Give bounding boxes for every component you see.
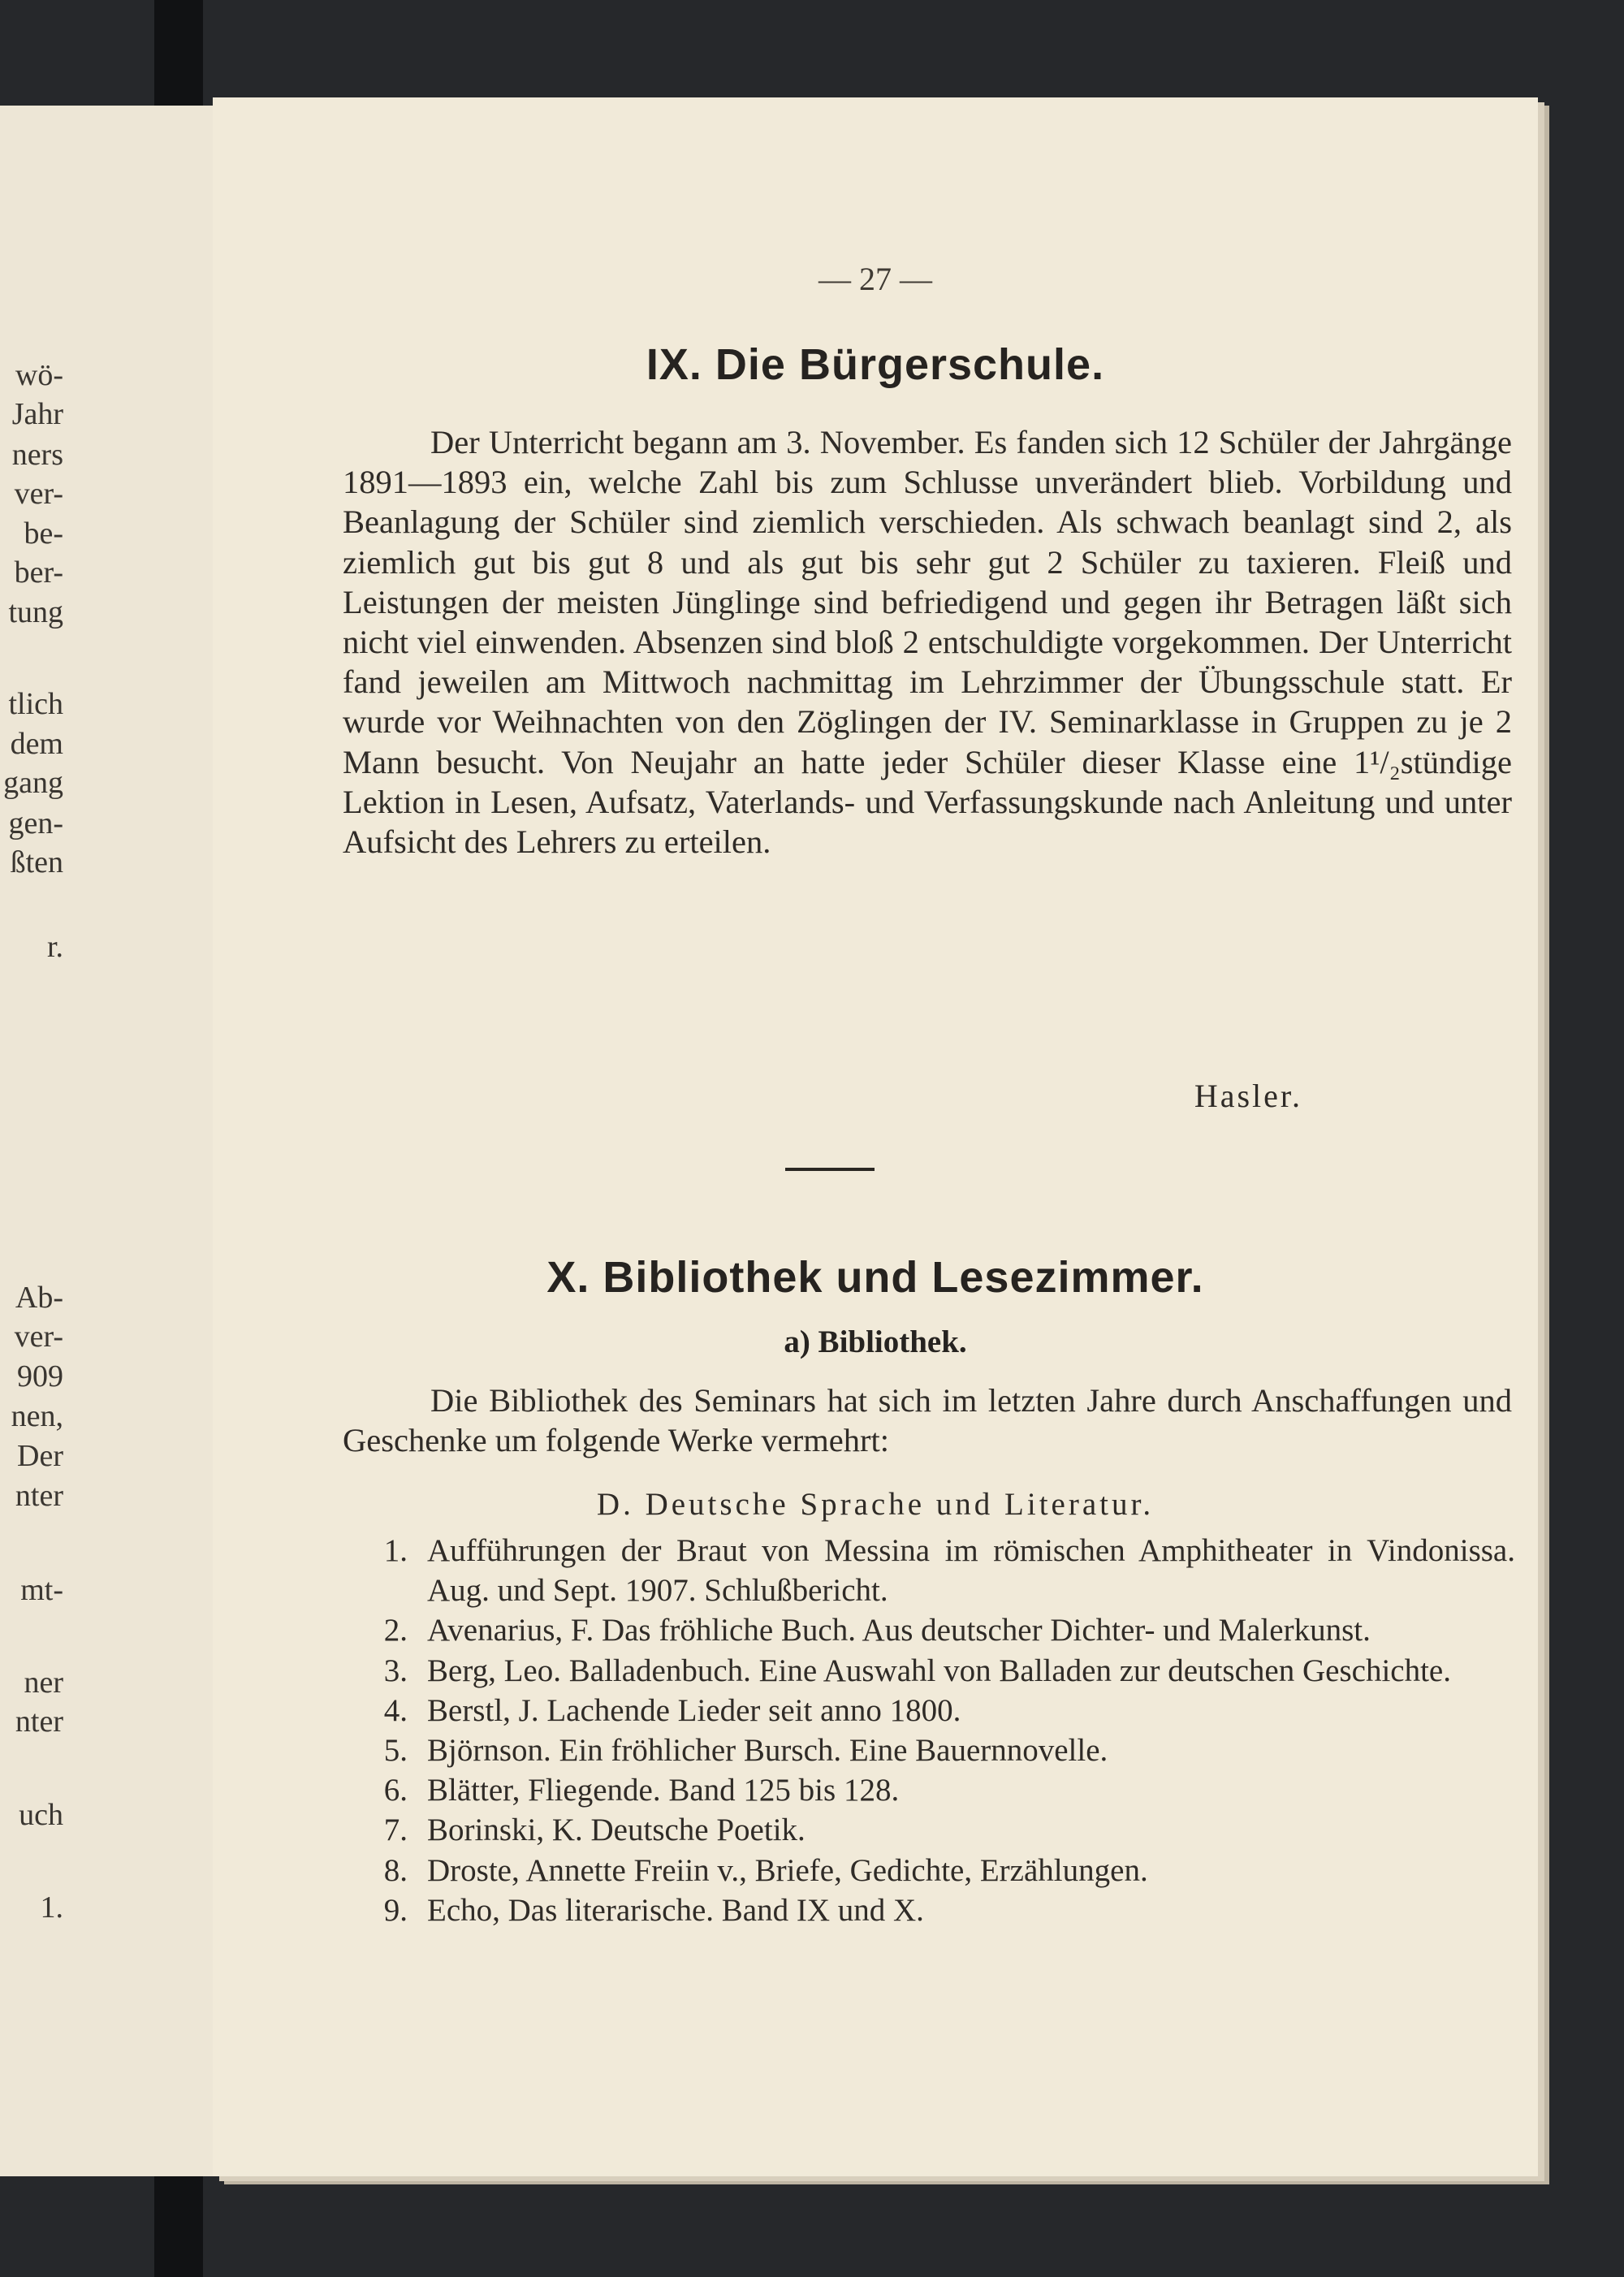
left-fragment: dem <box>10 727 63 761</box>
left-fragment: 1. <box>40 1890 63 1925</box>
book-list <box>359 1531 1544 1930</box>
left-fragment: nter <box>15 1479 63 1513</box>
left-fragment: ßten <box>10 845 63 879</box>
left-fragment: 909 <box>17 1359 63 1393</box>
list-item: 5. Björnson. Ein fröhlicher Bursch. Eine Bauernnovelle. <box>383 1733 1108 1769</box>
section-divider <box>785 1168 875 1171</box>
list-item: 3. Berg, Leo. Balladenbuch. Eine Auswahl von Balladen zur deutschen Geschichte. <box>383 1653 1451 1688</box>
left-fragment: ver- <box>14 477 63 511</box>
left-fragment: ver- <box>14 1320 63 1354</box>
left-fragment: ners <box>11 438 63 472</box>
left-fragment: tlich <box>8 687 63 721</box>
left-fragment: ber- <box>14 555 63 590</box>
left-fragment: nter <box>15 1705 63 1739</box>
list-item: 6. Blätter, Fliegende. Band 125 bis 128. <box>383 1773 900 1808</box>
list-item: 2. Avenarius, F. Das fröhliche Buch. Aus deutscher Dichter- und Malerkunst. <box>383 1613 1371 1648</box>
section-ix-heading: IX. Die Bürgerschule. <box>646 340 1105 389</box>
list-item: 9. Echo, Das literarische. Band IX und X. <box>383 1892 924 1928</box>
right-page <box>213 97 1538 2176</box>
category-heading: D. Deutsche Sprache und Literatur. <box>596 1487 1155 1522</box>
list-item: 8. Droste, Annette Freiin v., Briefe, Gedichte, Erzählungen. <box>383 1852 1148 1888</box>
left-fragment: wö- <box>15 358 63 392</box>
signature: Hasler. <box>1194 1078 1302 1114</box>
section-ix-paragraph: Der Unterricht begann am 3. November. Es fanden sich 12 Schüler der Jahrgänge 1891—1893 ein, welche Zahl bis zum Schlusse unverändert blieb. Vorbildung und Beanlagung der Schüler sind ziemlich verschieden. Als schwach beanlagt sind 2, als ziemlich gut bis gut 8 und als gut bis sehr gut 2 Schüler zu taxieren. Fleiß und Leistungen der meisten Jünglinge sind befriedigend und gegen ihr Betragen läßt sich nicht viel einwenden. Absenzen sind bloß 2 entschuldigte vorgekommen. Der Unterricht fand jeweilen am Mittwoch nachmittag im Lehrzimmer der Übungsschule statt. Er wurde vor Weihnachten von den Zöglingen der IV. Seminarklasse in Gruppen zu je 2 Mann besucht. Von Neujahr an hatte jeder Schüler dieser Klasse eine 1¹/₂stündige Lektion in Lesen, Aufsatz, Vaterlands- und Verfassungskunde nach Anleitung und unter Aufsicht des Lehrers zu erteilen. <box>343 424 1512 861</box>
left-fragment: mt- <box>20 1573 63 1607</box>
left-fragment: gang <box>3 766 63 800</box>
section-x-subheading: a) Bibliothek. <box>784 1324 967 1359</box>
left-page-edge <box>0 106 214 2176</box>
list-item: 4. Berstl, J. Lachende Lieder seit anno 1800. <box>383 1692 961 1728</box>
section-x-heading: X. Bibliothek und Lesezimmer. <box>546 1253 1204 1302</box>
left-fragment: nen, <box>11 1399 63 1433</box>
left-fragment: r. <box>46 930 63 964</box>
list-item: 1. Aufführungen der Braut von Messina im römischen Amphitheater in Vindonissa. Aug. und Sept. 1907. Schlußbericht. <box>383 1533 1515 1609</box>
left-fragment: be- <box>24 516 63 551</box>
left-fragment: tung <box>8 595 63 629</box>
left-fragment: ner <box>24 1666 63 1700</box>
left-fragment: Ab- <box>15 1281 63 1315</box>
left-fragment: Der <box>17 1439 63 1473</box>
list-item: 7. Borinski, K. Deutsche Poetik. <box>383 1813 806 1848</box>
page-number: — 27 — <box>818 261 932 297</box>
left-fragment: uch <box>19 1798 63 1832</box>
left-fragment: gen- <box>8 806 63 840</box>
section-x-intro: Die Bibliothek des Seminars hat sich im letzten Jahre durch Anschaffungen und Geschenke um folgende Werke vermehrt: <box>343 1382 1512 1459</box>
left-fragment: Jahr <box>11 397 63 431</box>
